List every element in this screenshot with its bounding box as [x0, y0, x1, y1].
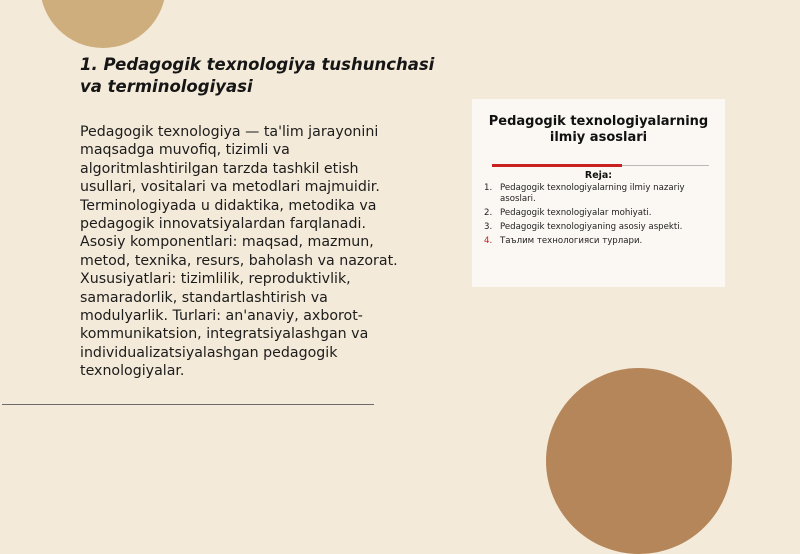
thumbnail-plan-list [484, 183, 716, 250]
decorative-circle-bottom [546, 368, 732, 554]
decorative-circle-top [40, 0, 166, 48]
list-item-number: 4. [484, 235, 493, 246]
list-item-text: Pedagogik texnologiyalarning ilmiy nazariy asoslari. [500, 183, 685, 204]
list-item [484, 183, 716, 204]
list-item [484, 236, 716, 247]
slide-title: 1. Pedagogik texnologiya tushunchasi va terminologiyasi [80, 55, 435, 96]
slide-thumbnail [472, 99, 725, 287]
list-item-number: 1. [484, 183, 493, 193]
thumbnail-title: Pedagogik texnologiyalarning ilmiy asoslari [488, 114, 709, 145]
slide-body-text: Pedagogik texnologiya — ta'lim jarayonini maqsadga muvofiq, tizimli va algoritmlashtirilgan tarzda tashkil etish usullari, vositalari va metodlari majmuidir. Terminologiyada u didaktika, metodika va pedagogik innovatsiyalardan farqlanadi. Asosiy komponentlari: maqsad, mazmun, metod, texnika, resurs, baholash va nazorat. Xususiyatlari: tizimlilik, reproduktivlik, samaradorlik, standartlashtirish va modulyarlik. Turlari: an'anaviy, axborot-kommunikatsion, integratsiyalashgan va individualizatsiyalashgan pedagogik texnologiyalar. [80, 124, 398, 380]
list-item-text: Таълим технологияси турлари. [500, 235, 643, 246]
thumbnail-accent-rule [492, 164, 622, 167]
list-item-text: Pedagogik texnologiyalar mohiyati. [500, 207, 652, 218]
list-item-text: Pedagogik texnologiyaning asosiy aspekti. [500, 221, 683, 232]
list-item [484, 222, 716, 233]
list-item [484, 208, 716, 219]
thumbnail-plan-label: Reja: [584, 170, 613, 181]
list-item-number: 3. [484, 221, 493, 232]
divider-line [2, 404, 374, 405]
list-item-number: 2. [484, 207, 493, 218]
